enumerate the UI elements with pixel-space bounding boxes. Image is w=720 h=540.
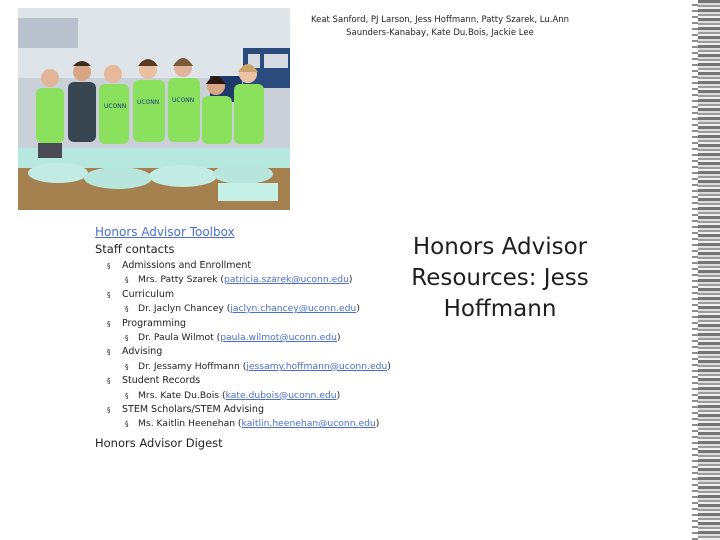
contact-close-paren: ) [348,274,353,286]
email-link[interactable]: kaitlin.heenehan@uconn.edu [241,418,376,430]
email-link[interactable]: jessamy.hoffmann@uconn.edu [246,360,388,372]
contact-person-name: Dr. Jessamy Hoffmann ( [138,360,247,372]
contact-area-label: Curriculum [122,288,175,300]
contact-area-label: Admissions and Enrollment [122,260,252,271]
contact-person-name: Mrs. Patty Szarek ( [138,274,224,286]
contact-close-paren: ) [356,303,360,315]
contact-area-label: Student Records [122,375,201,387]
toolbox-link[interactable]: Honors Advisor Toolbox [95,225,235,239]
contact-area [95,345,425,374]
email-link[interactable]: paula.wilmot@uconn.edu [220,332,337,344]
contact-close-paren: ) [336,332,341,344]
contact-person [122,360,425,374]
contact-list [95,259,425,432]
contact-person-name: Ms. Kaitlin Heenehan ( [138,418,242,430]
contact-area-label: Advising [122,346,163,358]
contact-close-paren: ) [387,360,391,372]
staff-photo [18,8,290,210]
contact-close-paren: ) [375,418,380,430]
contact-person-name: Dr. Paula Wilmot ( [138,332,221,344]
slide-title: Honors Advisor Resources: Jess Hoffmann [411,234,589,322]
contact-person [122,417,425,431]
contact-area-label: Programming [122,317,187,329]
svg-text:UCONN: UCONN [104,103,127,110]
contact-area [95,403,425,432]
email-link[interactable]: patricia.szarek@uconn.edu [224,274,349,286]
staff-photo-image [18,8,290,210]
contact-person [122,331,425,345]
email-link[interactable]: kate.dubois@uconn.edu [225,389,337,401]
email-link[interactable]: jaclyn.chancey@uconn.edu [230,303,357,315]
digest-heading: Honors Advisor Digest [95,435,223,450]
photo-caption: Keat Sanford, PJ Larson, Jess Hoffmann, Patty Szarek, Lu.Ann Saunders-Kanabay, Kate Du.Bois, Jackie Lee [310,15,570,38]
edge-stripes-decoration [692,0,720,540]
contact-person-name: Dr. Jaclyn Chancey ( [138,303,231,315]
contact-area [95,317,425,346]
staff-contacts-heading: Staff contacts [95,242,175,256]
resource-content [95,224,425,451]
contact-person [122,302,425,316]
contact-area-label: STEM Scholars/STEM Advising [122,404,264,416]
contact-area [95,288,425,317]
contact-area [95,259,425,288]
svg-text:UCONN: UCONN [137,99,160,106]
contact-person-name: Mrs. Kate Du.Bois ( [138,389,226,401]
contact-area [95,374,425,403]
contact-person [122,389,425,403]
contact-person [122,273,425,287]
svg-text:UCONN: UCONN [172,97,195,104]
contact-close-paren: ) [336,389,341,401]
